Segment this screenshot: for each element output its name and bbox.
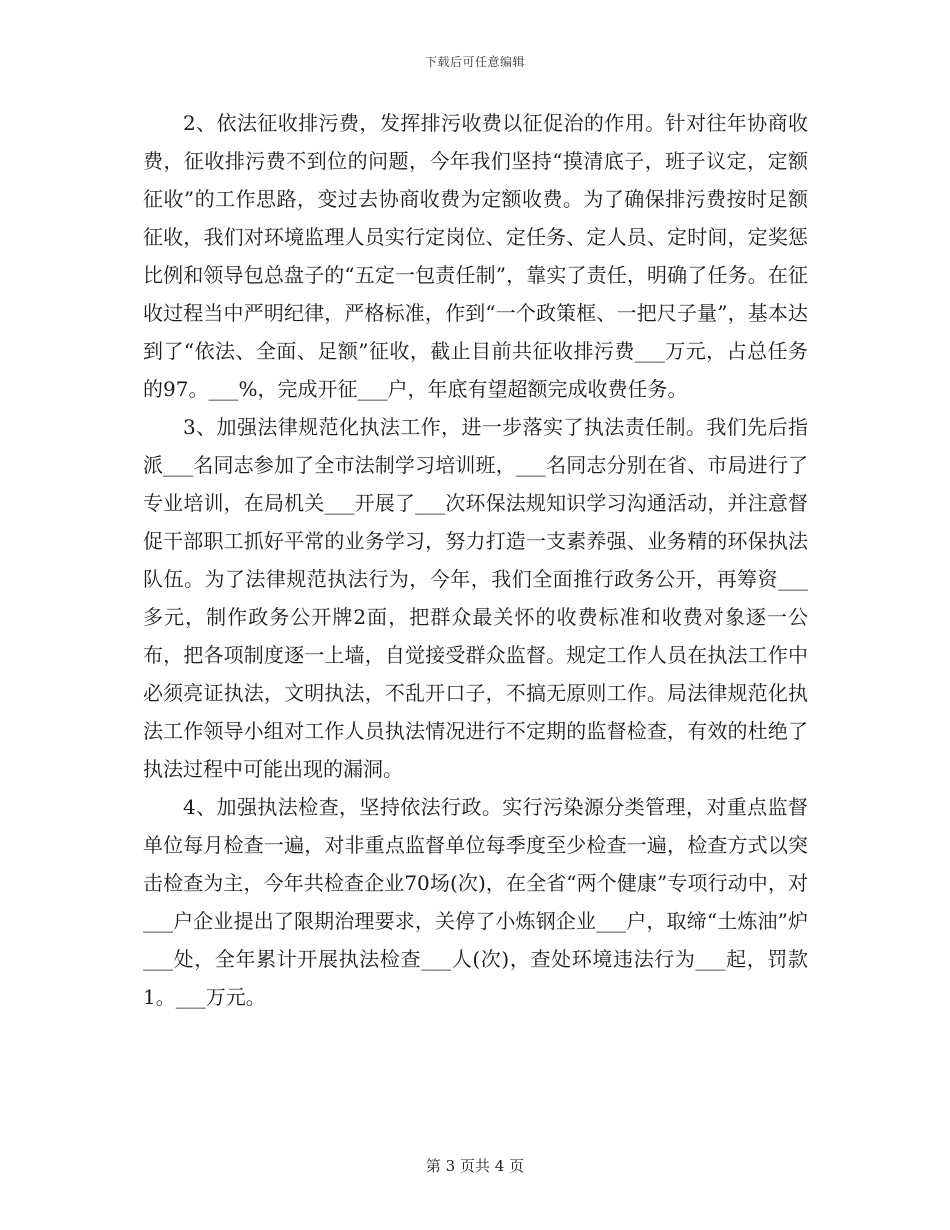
page-footer: 第 3 页共 4 页: [425, 1157, 525, 1175]
paragraph-3: 3、加强法律规范化执法工作，进一步落实了执法责任制。我们先后指派___名同志参加了全市法制学习培训班，___名同志分别在省、市局进行了专业培训，在局机关___开展了___次环保法规知识学习沟通活动，并注意督促干部职工抓好平常的业务学习，努力打造一支素养强、业务精的环保执法队伍。为了法律规范执法行为，今年，我们全面推行政务公开，再筹资___多元，制作政务公开牌2面，把群众最关怀的收费标准和收费对象逐一公布，把各项制度逐一上墙，自觉接受群众监督。规定工作人员在执法工作中必须亮证执法，文明执法，不乱开口子，不搞无原则工作。局法律规范化执法工作领导小组对工作人员执法情况进行不定期的监督检查，有效的杜绝了执法过程中可能出现的漏洞。: [143, 415, 808, 781]
paragraph-4: 4、加强执法检查，坚持依法行政。实行污染源分类管理，对重点监督单位每月检查一遍，对非重点监督单位每季度至少检查一遍，检查方式以突击检查为主，今年共检查企业70场(次)，在全省“两个健康”专项行动中，对___户企业提出了限期治理要求，关停了小炼钢企业___户，取缔“土炼油”炉___处，全年累计开展执法检查___人(次)，查处环境违法行为___起，罚款1。___万元。: [143, 795, 808, 1009]
page-header: 下载后可任意编辑: [424, 55, 525, 69]
paragraph-2: 2、依法征收排污费，发挥排污收费以征促治的作用。针对往年协商收费，征收排污费不到位的问题，今年我们坚持“摸清底子，班子议定，定额征收”的工作思路，变过去协商收费为定额收费。为了确保排污费按时足额征收，我们对环境监理人员实行定岗位、定任务、定人员、定时间，定奖惩比例和领导包总盘子的“五定一包责任制”，靠实了责任，明确了任务。在征收过程当中严明纪律，严格标准，作到“一个政策框、一把尺子量”，基本达到了“依法、全面、足额”征收，截止目前共征收排污费___万元，占总任务的97。___%，完成开征___户，年底有望超额完成收费任务。: [143, 111, 808, 401]
document-body: [143, 104, 808, 1016]
